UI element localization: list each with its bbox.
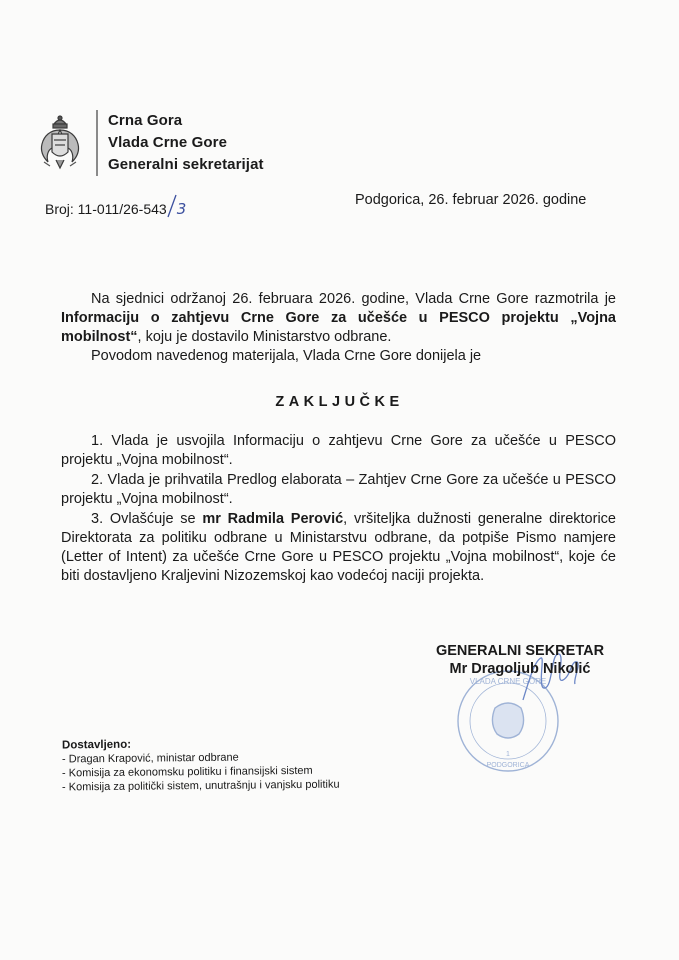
intro-text-end: , koju je dostavilo Ministarstvo odbrane. bbox=[137, 329, 392, 345]
conclusion-3-post: , vršiteljka dužnosti generalne direktorice Direktorata za politiku odbrane u Ministarstvu odbrane, da potpiše Pismo namjere (Letter of Intent) za učešće Crne Gore u PESCO projektu „Vojna mobilnost“, koje će biti dostavljeno Kraljevini Nizozemskoj kao vodećoj naciji projekta. bbox=[61, 511, 616, 584]
intro-text: Na sjednici održanoj 26. februara 2026. godine, Vlada Crne Gore razmotrila je bbox=[91, 291, 616, 307]
signature-block bbox=[420, 642, 620, 678]
intro-subject: Informaciju o zahtjevu Crne Gore za učešće u PESCO projektu „Vojna mobilnost“ bbox=[61, 310, 616, 345]
intro-paragraph bbox=[61, 290, 616, 366]
conclusion-item-2: 2. Vlada je prihvatila Predlog elaborata – Zahtjev Crne Gore za učešće u PESCO projektu „Vojna mobilnost“. bbox=[61, 472, 616, 507]
signatory-title: GENERALNI SEKRETAR bbox=[435, 643, 605, 659]
svg-text:VLADA CRNE GORE: VLADA CRNE GORE bbox=[469, 677, 547, 686]
intro-line-2: Povodom navedenog materijala, Vlada Crne Gore donijela je bbox=[91, 348, 482, 364]
distribution-title: Dostavljeno: bbox=[61, 738, 132, 752]
letterhead bbox=[38, 110, 264, 176]
montenegro-coat-of-arms-icon bbox=[38, 114, 82, 172]
conclusions-heading: ZAKLJUČKE bbox=[275, 394, 404, 410]
date-line: Podgorica, 26. februar 2026. godine bbox=[355, 192, 587, 208]
institution-name bbox=[108, 110, 264, 176]
reference-label: Broj: 11-011/26-543 bbox=[45, 201, 167, 217]
distribution-item: - Komisija za politički sistem, unutrašnju i vanjsku politiku bbox=[61, 778, 340, 794]
country-name: Crna Gora bbox=[108, 112, 183, 129]
reference-number bbox=[45, 190, 186, 218]
svg-text:PODGORICA: PODGORICA bbox=[486, 762, 530, 769]
government-name: Vlada Crne Gore bbox=[108, 134, 228, 151]
signatory-name: Mr Dragoljub Nikolić bbox=[449, 661, 591, 677]
handwritten-slash-icon bbox=[167, 194, 177, 218]
conclusion-item-3 bbox=[61, 510, 616, 586]
secretariat-name: Generalni sekretarijat bbox=[108, 156, 264, 173]
header-divider bbox=[96, 110, 98, 176]
svg-text:1: 1 bbox=[506, 751, 510, 758]
distribution-item: - Dragan Krapović, ministar odbrane bbox=[61, 751, 239, 766]
conclusion-3-pre: 3. Ovlašćuje se bbox=[91, 511, 203, 527]
distribution-list bbox=[62, 737, 340, 793]
distribution-item: - Komisija za ekonomsku politiku i finansijski sistem bbox=[61, 764, 313, 780]
handwritten-suffix: 3 bbox=[176, 200, 187, 218]
conclusion-item-1: 1. Vlada je usvojila Informaciju o zahtjevu Crne Gore za učešće u PESCO projektu „Vojna mobilnost“. bbox=[61, 433, 616, 468]
authorized-person: mr Radmila Perović bbox=[202, 511, 344, 527]
